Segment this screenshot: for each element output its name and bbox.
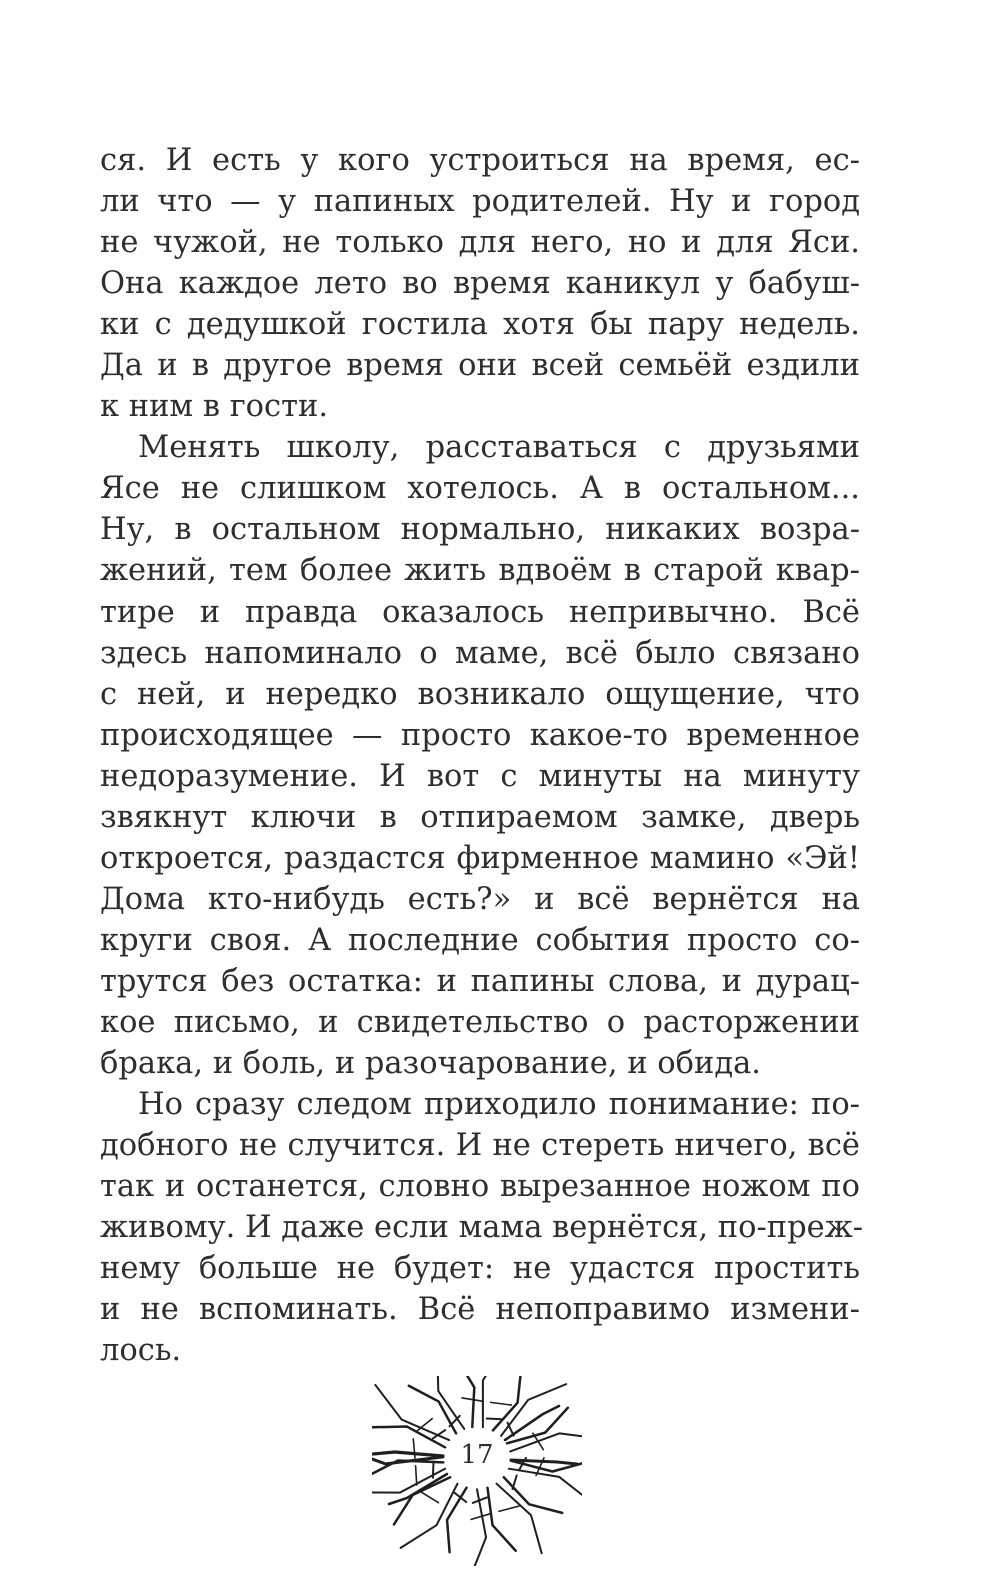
text-line: и не вспоминать. Всё непоправимо измени- — [100, 1292, 860, 1328]
crack-line — [437, 1376, 464, 1429]
text-line: не чужой, не только для него, но и для Яси. — [100, 225, 860, 261]
text-line: к ним в гости. — [100, 389, 329, 425]
crack-ring-segment — [487, 1419, 502, 1420]
body-text — [100, 140, 864, 1371]
crack-line — [375, 1385, 449, 1440]
text-line: брака, и боль, и разочарование, и обида. — [100, 1046, 761, 1082]
crack-ring-segment — [491, 1402, 512, 1405]
crack-line — [509, 1469, 582, 1504]
text-line: Дома кто-нибудь есть?» и всё вернётся на — [100, 881, 860, 917]
text-line: звякнут ключи в отпираемом замке, дверь — [100, 799, 860, 835]
text-line: нему больше не будет: не удастся простить — [100, 1251, 860, 1287]
text-line: с ней, и нередко возникало ощущение, что — [100, 676, 860, 712]
text-line: Да и в другое время они всей семьёй ездили — [100, 348, 860, 384]
text-line: ли что — у папиных родителей. Ну и город — [100, 184, 860, 220]
folio — [372, 1376, 582, 1566]
page-number: 17 — [460, 1440, 494, 1470]
crack-spike — [505, 1406, 559, 1440]
text-line: Она каждое лето во время каникул у бабуш- — [100, 266, 860, 302]
text-line: живому. И даже если мама вернётся, по-преж- — [100, 1210, 864, 1246]
text-line: добного не случится. И не стереть ничего, всё — [100, 1128, 860, 1164]
text-line: здесь напоминало о маме, всё было связано — [100, 635, 860, 671]
crack-line — [507, 1408, 568, 1444]
text-line: круги своя. А последние события просто со- — [100, 922, 860, 958]
shattered-glass-icon — [372, 1376, 582, 1566]
text-line: лось. — [100, 1333, 182, 1369]
crack-ring-segment — [455, 1493, 467, 1502]
text-line: ки с дедушкой гостила хотя бы пару недель. — [100, 307, 860, 343]
text-line: Но сразу следом приходило понимание: по- — [138, 1087, 860, 1123]
crack-ring-segment — [462, 1398, 482, 1401]
text-line: Ясе не слишком хотелось. А в остальном... — [100, 471, 860, 507]
crack-ring-segment — [421, 1492, 438, 1503]
text-line: тире и правда оказалось непривычно. Всё — [100, 594, 860, 630]
crack-ring-segment — [499, 1506, 519, 1511]
text-line: так и останется, словно вырезанное ножом по — [100, 1169, 860, 1205]
text-line: откроется, раздастся фирменное мамино «Эй! — [100, 840, 860, 876]
text-line: ся. И есть у кого устроиться на время, ес- — [100, 143, 860, 178]
crack-spike — [389, 1474, 447, 1504]
text-line: Менять школу, расставаться с друзьями — [138, 430, 860, 466]
text-line: Ну, в остальном нормально, никаких возра- — [100, 512, 860, 548]
text-line: кое письмо, и свидетельство о расторжении — [100, 1004, 860, 1040]
text-line: недоразумение. И вот с минуты на минуту — [100, 758, 860, 794]
text-line: трутся без остатка: и папины слова, и дурац- — [100, 963, 860, 999]
text-line: жений, тем более жить вдвоём в старой квар- — [100, 553, 860, 589]
text-line: происходящее — просто какое-то временное — [100, 717, 860, 753]
